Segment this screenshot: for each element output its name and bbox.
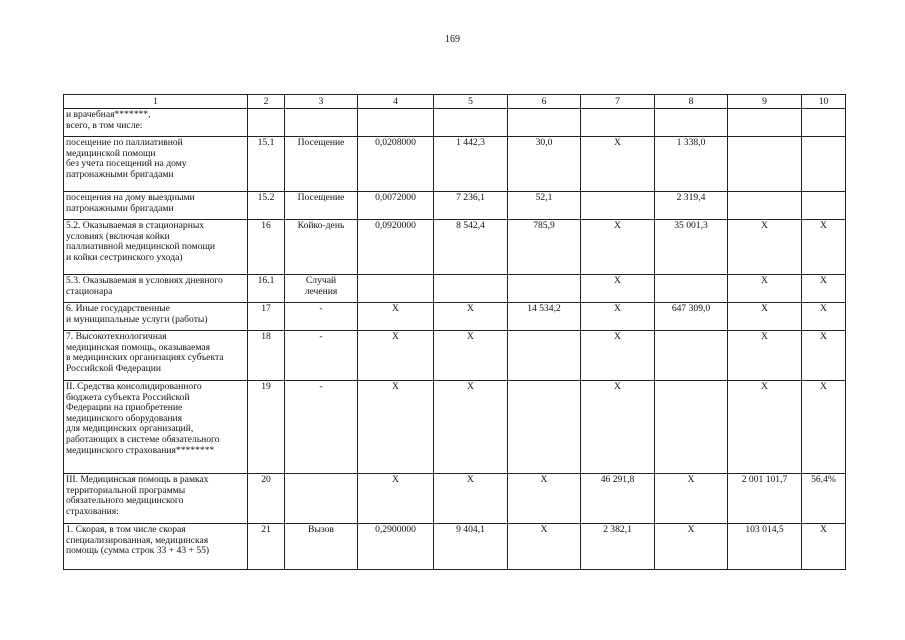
table-row	[64, 474, 846, 524]
table-cell: Х	[434, 381, 508, 474]
table-cell	[285, 474, 358, 524]
table-cell: 2 001 101,7	[728, 474, 802, 524]
table-cell: Х	[581, 275, 655, 303]
table-cell: Х	[655, 524, 728, 570]
table-cell: 16	[248, 220, 285, 275]
table-cell: Посещение	[285, 192, 358, 220]
table-cell: 785,9	[508, 220, 581, 275]
table-cell: 56,4%	[802, 474, 846, 524]
table-cell	[508, 109, 581, 137]
table-cell: 30,0	[508, 137, 581, 192]
table-cell	[358, 275, 434, 303]
row-label-cell: III. Медицинская помощь в рамках территориальной программы обязательного медицинского страхования:	[64, 474, 248, 524]
table-cell: Х	[802, 524, 846, 570]
table-cell	[581, 192, 655, 220]
table-cell: Посещение	[285, 137, 358, 192]
row-label-cell: 5.3. Оказываемая в условиях дневного стационара	[64, 275, 248, 303]
table-cell: 0,0208000	[358, 137, 434, 192]
data-table	[63, 94, 846, 570]
table-cell: 1 338,0	[655, 137, 728, 192]
table-cell	[508, 381, 581, 474]
table-cell	[802, 192, 846, 220]
header-cell: 5	[434, 95, 508, 109]
table-cell: -	[285, 331, 358, 381]
table-cell: 46 291,8	[581, 474, 655, 524]
row-label-cell: и врачебная*******, всего, в том числе:	[64, 109, 248, 137]
table-cell: Х	[802, 220, 846, 275]
table-cell	[581, 109, 655, 137]
table-row	[64, 275, 846, 303]
table-cell: Х	[581, 303, 655, 331]
table-cell: 15.1	[248, 137, 285, 192]
header-cell: 7	[581, 95, 655, 109]
table-cell: Х	[728, 331, 802, 381]
table-row	[64, 192, 846, 220]
table-row	[64, 220, 846, 275]
table-cell	[285, 109, 358, 137]
header-cell: 1	[64, 95, 248, 109]
table-cell: Х	[508, 524, 581, 570]
table-cell: Х	[358, 331, 434, 381]
table-cell: Х	[358, 303, 434, 331]
row-label-cell: 5.2. Оказываемая в стационарных условиях (включая койки паллиативной медицинской помощи и койки сестринского ухода)	[64, 220, 248, 275]
header-cell: 4	[358, 95, 434, 109]
table-cell: 15.2	[248, 192, 285, 220]
table-cell: Х	[434, 331, 508, 381]
table-cell: 8 542,4	[434, 220, 508, 275]
table-cell	[358, 109, 434, 137]
table-cell: Х	[358, 474, 434, 524]
table-cell: Случай лечения	[285, 275, 358, 303]
table-cell: Х	[508, 474, 581, 524]
table-row	[64, 109, 846, 137]
table-cell: 0,0920000	[358, 220, 434, 275]
table-cell: 35 001,3	[655, 220, 728, 275]
table-cell: Х	[802, 275, 846, 303]
table-row	[64, 137, 846, 192]
table-cell	[655, 331, 728, 381]
table-cell: Х	[581, 220, 655, 275]
table-row	[64, 303, 846, 331]
table-cell: 18	[248, 331, 285, 381]
table-cell: Х	[434, 303, 508, 331]
table-cell: Х	[581, 331, 655, 381]
table-cell: Вызов	[285, 524, 358, 570]
page-number: 169	[445, 34, 460, 45]
header-cell: 3	[285, 95, 358, 109]
table-row	[64, 381, 846, 474]
table-cell: 7 236,1	[434, 192, 508, 220]
table-cell: 0,0072000	[358, 192, 434, 220]
table-cell	[802, 109, 846, 137]
table-cell: Х	[581, 381, 655, 474]
row-label-cell: 6. Иные государственные и муниципальные услуги (работы)	[64, 303, 248, 331]
table-cell	[802, 137, 846, 192]
table-cell: Койко-день	[285, 220, 358, 275]
table-cell: Х	[728, 275, 802, 303]
header-cell: 9	[728, 95, 802, 109]
header-cell: 10	[802, 95, 846, 109]
table-cell: Х	[581, 137, 655, 192]
table-cell	[728, 137, 802, 192]
row-label-cell: II. Средства консолидированного бюджета субъекта Российской Федерации на приобретение медицинского оборудования для медицинских организаций, работающих в системе обязательного медицинского страхования********	[64, 381, 248, 474]
table-cell: Х	[802, 303, 846, 331]
table-cell: 52,1	[508, 192, 581, 220]
table-cell	[655, 109, 728, 137]
table-row	[64, 524, 846, 570]
table-cell	[508, 275, 581, 303]
table-cell: 19	[248, 381, 285, 474]
table-cell: -	[285, 303, 358, 331]
row-label-cell: 7. Высокотехнологичная медицинская помощь, оказываемая в медицинских организациях субъекта Российской Федерации	[64, 331, 248, 381]
table-cell: 14 534,2	[508, 303, 581, 331]
header-cell: 2	[248, 95, 285, 109]
table-cell: Х	[802, 381, 846, 474]
table-cell: Х	[728, 220, 802, 275]
table-cell: 2 382,1	[581, 524, 655, 570]
table-cell	[728, 109, 802, 137]
table-cell: Х	[434, 474, 508, 524]
table-cell: 9 404,1	[434, 524, 508, 570]
table-cell: Х	[802, 331, 846, 381]
table-header-row	[64, 95, 846, 109]
table-cell: Х	[358, 381, 434, 474]
table-cell: 0,2900000	[358, 524, 434, 570]
table-cell	[508, 331, 581, 381]
table-cell: -	[285, 381, 358, 474]
table-cell	[655, 381, 728, 474]
table-cell: 20	[248, 474, 285, 524]
table-cell	[248, 109, 285, 137]
table-cell: Х	[728, 303, 802, 331]
table-cell: Х	[728, 381, 802, 474]
row-label-cell: посещения на дому выездными патронажными бригадами	[64, 192, 248, 220]
table-cell: 17	[248, 303, 285, 331]
table-cell	[728, 192, 802, 220]
row-label-cell: посещение по паллиативной медицинской помощи без учета посещений на дому патронажными бригадами	[64, 137, 248, 192]
table-cell: 16.1	[248, 275, 285, 303]
table-cell: 2 319,4	[655, 192, 728, 220]
table-cell	[655, 275, 728, 303]
table-cell: 1 442,3	[434, 137, 508, 192]
row-label-cell: 1. Скорая, в том числе скорая специализированная, медицинская помощь (сумма строк 33 + 43 + 55)	[64, 524, 248, 570]
table-cell: 647 309,0	[655, 303, 728, 331]
table-row	[64, 331, 846, 381]
header-cell: 6	[508, 95, 581, 109]
header-cell: 8	[655, 95, 728, 109]
table-cell: 103 014,5	[728, 524, 802, 570]
table-cell	[434, 275, 508, 303]
table-cell: Х	[655, 474, 728, 524]
table-cell	[434, 109, 508, 137]
table-cell: 21	[248, 524, 285, 570]
